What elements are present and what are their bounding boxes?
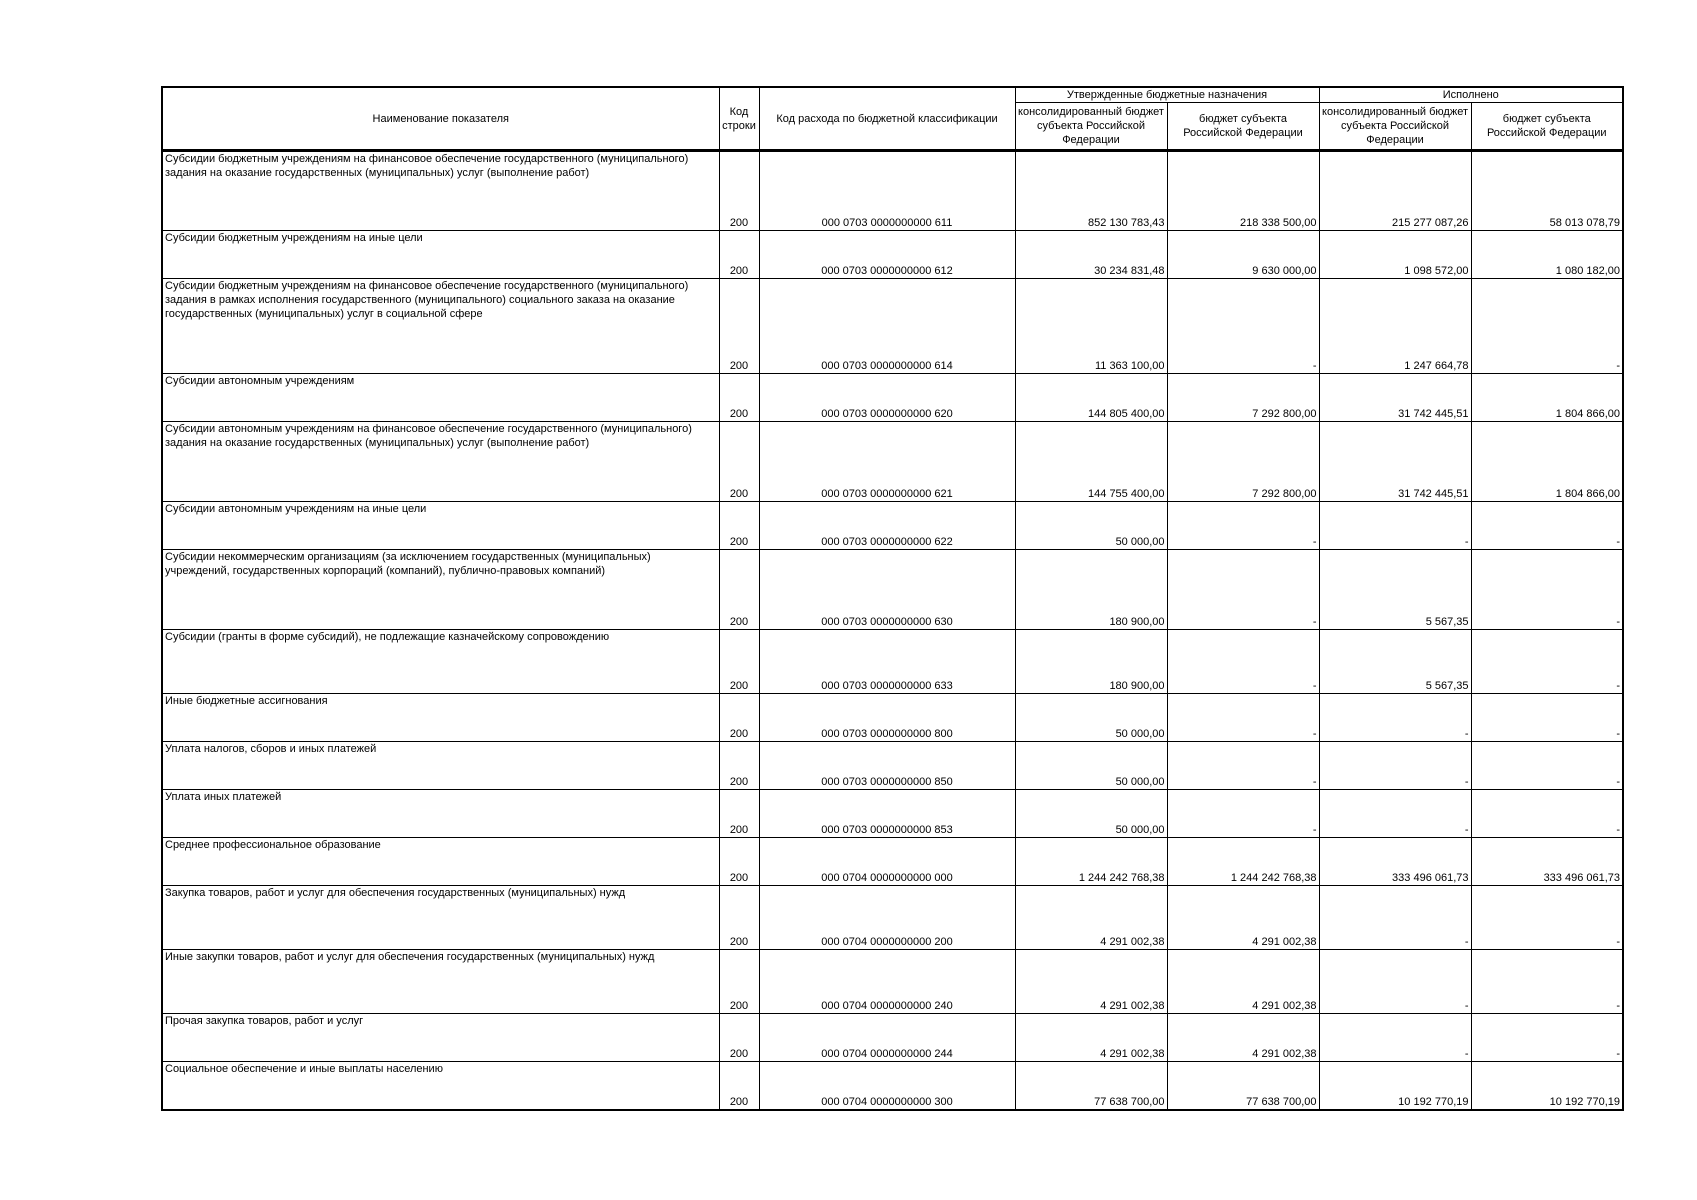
row-classification: 000 0703 0000000000 630: [759, 550, 1015, 630]
row-executed-consolidated: 31 742 445,51: [1319, 422, 1471, 502]
row-code: 200: [719, 231, 759, 279]
row-approved-consolidated: 30 234 831,48: [1015, 231, 1167, 279]
row-name: Субсидии бюджетным учреждениям на иные цели: [162, 231, 719, 279]
row-name: Субсидии (гранты в форме субсидий), не подлежащие казначейскому сопровождению: [162, 630, 719, 694]
row-approved-subject: -: [1167, 630, 1319, 694]
row-approved-consolidated: 1 244 242 768,38: [1015, 838, 1167, 886]
row-executed-consolidated: 31 742 445,51: [1319, 374, 1471, 422]
row-approved-consolidated: 50 000,00: [1015, 742, 1167, 790]
header-executed-consolidated: консолидированный бюджет субъекта Российской Федерации: [1319, 103, 1471, 151]
row-approved-consolidated: 4 291 002,38: [1015, 886, 1167, 950]
table-row: [162, 279, 1623, 374]
row-approved-consolidated: 4 291 002,38: [1015, 1014, 1167, 1062]
row-classification: 000 0703 0000000000 633: [759, 630, 1015, 694]
table-row: [162, 151, 1623, 231]
row-name: Субсидии автономным учреждениям на иные цели: [162, 502, 719, 550]
header-name: Наименование показателя: [162, 87, 719, 151]
table-row: [162, 374, 1623, 422]
row-code: 200: [719, 950, 759, 1014]
row-classification: 000 0704 0000000000 000: [759, 838, 1015, 886]
row-code: 200: [719, 279, 759, 374]
row-name: Субсидии автономным учреждениям на финансовое обеспечение государственного (муниципального) задания на оказание государственных (муниципальных) услуг (выполнение работ): [162, 422, 719, 502]
row-executed-subject: -: [1471, 550, 1623, 630]
row-code: 200: [719, 1014, 759, 1062]
row-code: 200: [719, 838, 759, 886]
row-approved-subject: 7 292 800,00: [1167, 374, 1319, 422]
row-classification: 000 0703 0000000000 800: [759, 694, 1015, 742]
table-row: [162, 231, 1623, 279]
row-executed-subject: 333 496 061,73: [1471, 838, 1623, 886]
row-name: Закупка товаров, работ и услуг для обеспечения государственных (муниципальных) нужд: [162, 886, 719, 950]
row-name: Социальное обеспечение и иные выплаты населению: [162, 1062, 719, 1110]
row-executed-consolidated: 215 277 087,26: [1319, 151, 1471, 231]
row-executed-subject: 1 804 866,00: [1471, 374, 1623, 422]
row-executed-subject: -: [1471, 790, 1623, 838]
row-approved-subject: -: [1167, 790, 1319, 838]
row-executed-subject: 58 013 078,79: [1471, 151, 1623, 231]
row-approved-subject: 4 291 002,38: [1167, 950, 1319, 1014]
row-classification: 000 0703 0000000000 612: [759, 231, 1015, 279]
row-classification: 000 0703 0000000000 614: [759, 279, 1015, 374]
table-row: [162, 630, 1623, 694]
row-code: 200: [719, 1062, 759, 1110]
row-approved-consolidated: 11 363 100,00: [1015, 279, 1167, 374]
row-name: Субсидии бюджетным учреждениям на финансовое обеспечение государственного (муниципального) задания в рамках исполнения государственного (муниципального) социального заказа на оказание государственных (муниципальных) услуг в социальной сфере: [162, 279, 719, 374]
row-classification: 000 0704 0000000000 240: [759, 950, 1015, 1014]
row-classification: 000 0704 0000000000 244: [759, 1014, 1015, 1062]
table-row: [162, 886, 1623, 950]
header-executed-group: Исполнено: [1319, 87, 1623, 103]
row-approved-subject: 4 291 002,38: [1167, 886, 1319, 950]
row-approved-subject: 9 630 000,00: [1167, 231, 1319, 279]
row-approved-consolidated: 4 291 002,38: [1015, 950, 1167, 1014]
row-code: 200: [719, 790, 759, 838]
row-approved-consolidated: 50 000,00: [1015, 790, 1167, 838]
row-executed-consolidated: -: [1319, 1014, 1471, 1062]
table-row: [162, 1014, 1623, 1062]
row-classification: 000 0704 0000000000 300: [759, 1062, 1015, 1110]
row-code: 200: [719, 694, 759, 742]
header-executed-subject: бюджет субъекта Российской Федерации: [1471, 103, 1623, 151]
row-approved-subject: -: [1167, 550, 1319, 630]
row-approved-subject: 218 338 500,00: [1167, 151, 1319, 231]
row-classification: 000 0703 0000000000 620: [759, 374, 1015, 422]
row-name: Иные закупки товаров, работ и услуг для обеспечения государственных (муниципальных) нужд: [162, 950, 719, 1014]
row-approved-subject: -: [1167, 279, 1319, 374]
row-classification: 000 0703 0000000000 853: [759, 790, 1015, 838]
table-row: [162, 838, 1623, 886]
row-executed-subject: 1 080 182,00: [1471, 231, 1623, 279]
row-executed-subject: 10 192 770,19: [1471, 1062, 1623, 1110]
row-code: 200: [719, 886, 759, 950]
row-approved-consolidated: 180 900,00: [1015, 630, 1167, 694]
row-executed-subject: -: [1471, 742, 1623, 790]
row-approved-consolidated: 180 900,00: [1015, 550, 1167, 630]
row-executed-consolidated: 10 192 770,19: [1319, 1062, 1471, 1110]
row-code: 200: [719, 374, 759, 422]
row-approved-subject: -: [1167, 742, 1319, 790]
table-row: [162, 694, 1623, 742]
row-executed-consolidated: 1 247 664,78: [1319, 279, 1471, 374]
row-approved-consolidated: 852 130 783,43: [1015, 151, 1167, 231]
row-executed-subject: -: [1471, 630, 1623, 694]
row-executed-consolidated: 333 496 061,73: [1319, 838, 1471, 886]
row-name: Субсидии некоммерческим организациям (за исключением государственных (муниципальных) учреждений, государственных корпораций (компаний), публично-правовых компаний): [162, 550, 719, 630]
row-code: 200: [719, 742, 759, 790]
row-approved-subject: 7 292 800,00: [1167, 422, 1319, 502]
row-name: Субсидии автономным учреждениям: [162, 374, 719, 422]
row-approved-consolidated: 50 000,00: [1015, 694, 1167, 742]
table-row: [162, 502, 1623, 550]
row-executed-subject: -: [1471, 1014, 1623, 1062]
row-code: 200: [719, 550, 759, 630]
header-approved-group: Утвержденные бюджетные назначения: [1015, 87, 1319, 103]
row-executed-consolidated: -: [1319, 742, 1471, 790]
row-code: 200: [719, 422, 759, 502]
row-name: Уплата налогов, сборов и иных платежей: [162, 742, 719, 790]
row-executed-consolidated: 5 567,35: [1319, 630, 1471, 694]
row-name: Среднее профессиональное образование: [162, 838, 719, 886]
row-approved-consolidated: 77 638 700,00: [1015, 1062, 1167, 1110]
row-executed-consolidated: -: [1319, 790, 1471, 838]
table-row: [162, 550, 1623, 630]
row-classification: 000 0703 0000000000 621: [759, 422, 1015, 502]
row-classification: 000 0703 0000000000 611: [759, 151, 1015, 231]
row-code: 200: [719, 630, 759, 694]
row-approved-consolidated: 144 805 400,00: [1015, 374, 1167, 422]
row-name: Уплата иных платежей: [162, 790, 719, 838]
row-approved-subject: -: [1167, 502, 1319, 550]
row-executed-consolidated: 5 567,35: [1319, 550, 1471, 630]
row-executed-consolidated: -: [1319, 886, 1471, 950]
row-executed-subject: 1 804 866,00: [1471, 422, 1623, 502]
row-approved-consolidated: 50 000,00: [1015, 502, 1167, 550]
row-name: Субсидии бюджетным учреждениям на финансовое обеспечение государственного (муниципального) задания на оказание государственных (муниципальных) услуг (выполнение работ): [162, 151, 719, 231]
table-row: [162, 742, 1623, 790]
row-executed-subject: -: [1471, 279, 1623, 374]
row-executed-consolidated: 1 098 572,00: [1319, 231, 1471, 279]
row-executed-consolidated: -: [1319, 950, 1471, 1014]
budget-execution-table: [161, 86, 1624, 1111]
row-name: Иные бюджетные ассигнования: [162, 694, 719, 742]
row-executed-subject: -: [1471, 950, 1623, 1014]
row-classification: 000 0703 0000000000 850: [759, 742, 1015, 790]
row-executed-subject: -: [1471, 694, 1623, 742]
header-code: Код строки: [719, 87, 759, 151]
row-approved-subject: -: [1167, 694, 1319, 742]
table-body: [162, 151, 1623, 1110]
table-row: [162, 422, 1623, 502]
row-approved-subject: 77 638 700,00: [1167, 1062, 1319, 1110]
row-approved-subject: 1 244 242 768,38: [1167, 838, 1319, 886]
row-code: 200: [719, 502, 759, 550]
row-executed-consolidated: -: [1319, 694, 1471, 742]
row-classification: 000 0703 0000000000 622: [759, 502, 1015, 550]
row-approved-subject: 4 291 002,38: [1167, 1014, 1319, 1062]
table-row: [162, 950, 1623, 1014]
row-executed-subject: -: [1471, 886, 1623, 950]
table-row: [162, 1062, 1623, 1110]
row-executed-consolidated: -: [1319, 502, 1471, 550]
table-row: [162, 790, 1623, 838]
row-approved-consolidated: 144 755 400,00: [1015, 422, 1167, 502]
row-executed-subject: -: [1471, 502, 1623, 550]
header-approved-consolidated: консолидированный бюджет субъекта Российской Федерации: [1015, 103, 1167, 151]
row-name: Прочая закупка товаров, работ и услуг: [162, 1014, 719, 1062]
row-code: 200: [719, 151, 759, 231]
row-classification: 000 0704 0000000000 200: [759, 886, 1015, 950]
header-classification: Код расхода по бюджетной классификации: [759, 87, 1015, 151]
header-approved-subject: бюджет субъекта Российской Федерации: [1167, 103, 1319, 151]
